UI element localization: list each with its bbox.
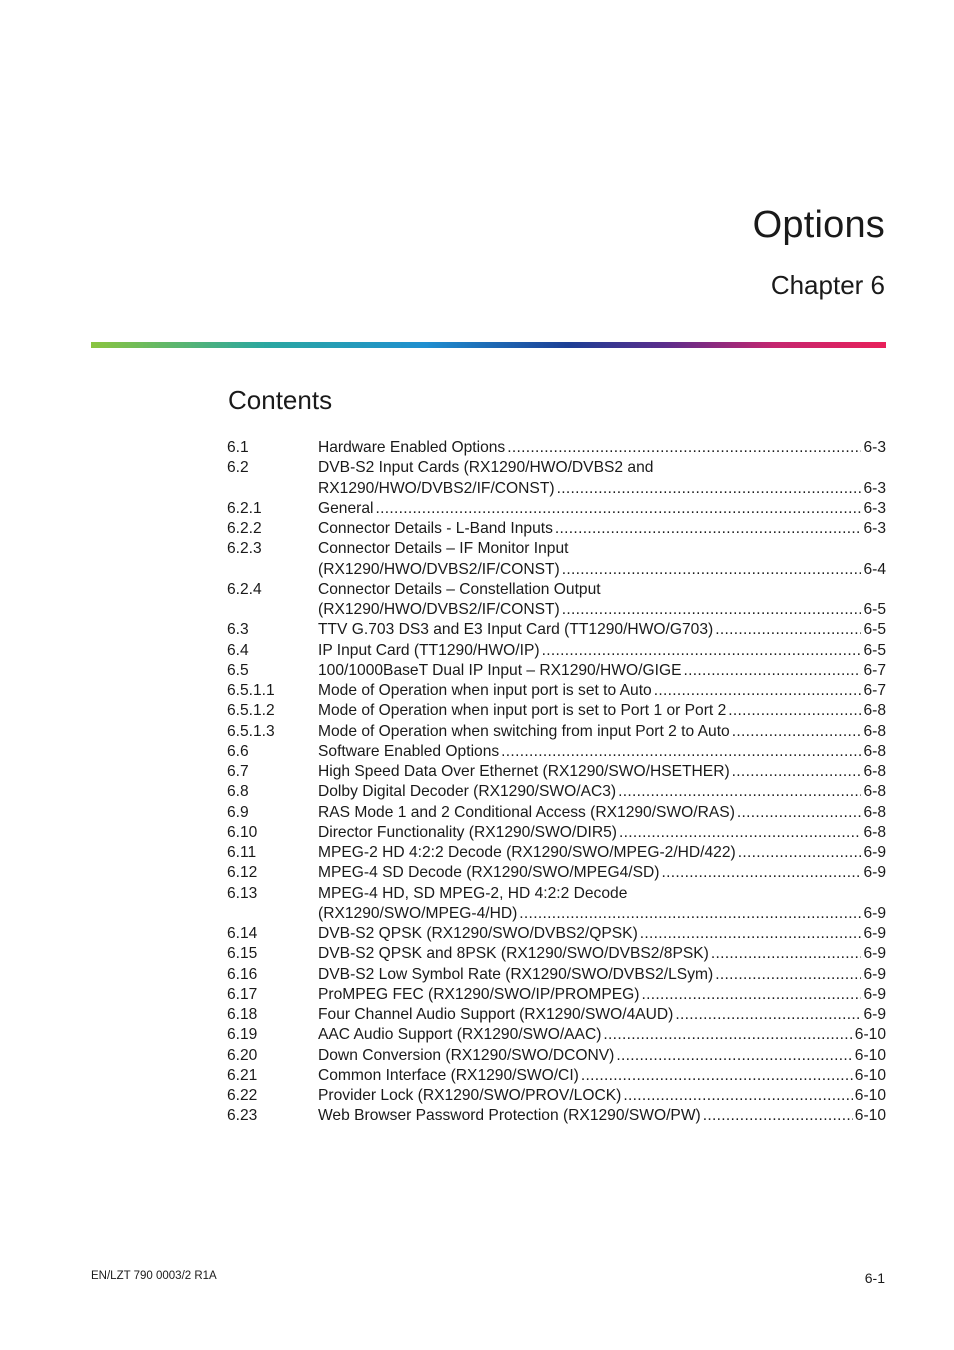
toc-section-title: Mode of Operation when input port is set to Auto (318, 682, 652, 699)
toc-entry[interactable] (227, 1005, 886, 1025)
toc-entry-line (227, 985, 886, 1005)
toc-entry-line (227, 944, 886, 964)
toc-section-number: 6.4 (227, 641, 249, 659)
toc-entry-line (227, 1066, 886, 1086)
toc-page-number: 6-10 (854, 1107, 886, 1125)
color-gradient-divider (91, 342, 886, 348)
toc-page-number: 6-8 (863, 823, 886, 841)
toc-page-number: 6-8 (863, 722, 886, 740)
toc-entry[interactable] (227, 539, 886, 580)
toc-section-number: 6.5.1.3 (227, 722, 275, 740)
toc-entry[interactable] (227, 803, 886, 823)
toc-entry-line (227, 1086, 886, 1106)
toc-entry[interactable] (227, 782, 886, 802)
contents-heading: Contents (228, 385, 333, 415)
toc-dot-leader (618, 782, 861, 802)
toc-entry-line (227, 904, 886, 924)
toc-entry[interactable] (227, 863, 886, 883)
toc-dot-leader (683, 661, 861, 681)
toc-section-title: Dolby Digital Decoder (RX1290/SWO/AC3) (318, 783, 617, 801)
toc-page-number: 6-5 (863, 601, 886, 618)
toc-dot-leader (703, 1106, 853, 1126)
toc-entry-first-line (227, 884, 886, 904)
toc-entry-line (227, 742, 886, 762)
toc-page-number: 6-9 (863, 844, 886, 861)
toc-section-title-line1: Connector Details – Constellation Output (318, 580, 601, 598)
toc-section-title: AAC Audio Support (RX1290/SWO/AAC) (318, 1026, 602, 1044)
toc-entry-line (227, 782, 886, 802)
toc-section-title: DVB-S2 Low Symbol Rate (RX1290/SWO/DVBS2/LSym) (318, 965, 714, 983)
toc-section-title: MPEG-4 SD Decode (RX1290/SWO/MPEG4/SD) (318, 864, 660, 882)
chapter-title: Options (752, 204, 885, 246)
toc-entry-line (227, 560, 886, 580)
toc-section-number: 6.2.4 (227, 580, 262, 598)
toc-page-number: 6-9 (863, 985, 886, 1003)
toc-section-title: ProMPEG FEC (RX1290/SWO/IP/PROMPEG) (318, 985, 640, 1003)
toc-section-number: 6.20 (227, 1046, 258, 1064)
toc-entry-line (227, 1046, 886, 1066)
toc-entry-line (227, 965, 886, 985)
toc-page-number: 6-8 (863, 763, 886, 780)
toc-section-title-line1: DVB-S2 Input Cards (RX1290/HWO/DVBS2 and (318, 459, 654, 477)
table-of-contents (227, 438, 886, 1127)
toc-entry[interactable] (227, 681, 886, 701)
toc-page-number: 6-9 (863, 925, 886, 942)
toc-section-number: 6.3 (227, 621, 249, 639)
toc-entry-line (227, 722, 886, 742)
toc-dot-leader (519, 904, 861, 924)
toc-page-number: 6-8 (863, 803, 886, 821)
toc-entry[interactable] (227, 641, 886, 661)
toc-section-number: 6.23 (227, 1107, 258, 1125)
toc-section-number: 6.1 (227, 439, 249, 456)
toc-section-title: (RX1290/HWO/DVBS2/IF/CONST) (318, 560, 560, 578)
toc-section-number: 6.2.3 (227, 540, 262, 558)
toc-dot-leader (619, 823, 861, 843)
toc-page-number: 6-10 (854, 1026, 886, 1044)
toc-entry[interactable] (227, 1025, 886, 1045)
toc-entry-line (227, 843, 886, 863)
toc-entry[interactable] (227, 701, 886, 721)
toc-entry[interactable] (227, 742, 886, 762)
toc-dot-leader (737, 803, 862, 823)
toc-dot-leader (562, 560, 862, 580)
toc-section-title: Common Interface (RX1290/SWO/CI) (318, 1066, 579, 1084)
toc-page-number: 6-3 (863, 479, 886, 497)
toc-entry-first-line (227, 539, 886, 559)
toc-entry[interactable] (227, 1086, 886, 1106)
toc-dot-leader (616, 1046, 852, 1066)
toc-entry-line (227, 641, 886, 661)
toc-section-title: Director Functionality (RX1290/SWO/DIR5) (318, 823, 617, 841)
toc-section-number: 6.21 (227, 1066, 258, 1084)
toc-entry[interactable] (227, 722, 886, 742)
toc-dot-leader (715, 965, 861, 985)
toc-section-number: 6.12 (227, 864, 258, 882)
toc-section-title: Connector Details - L-Band Inputs (318, 520, 553, 537)
toc-page-number: 6-3 (863, 520, 886, 537)
toc-entry[interactable] (227, 843, 886, 863)
toc-section-title: High Speed Data Over Ethernet (RX1290/SWO/HSETHER) (318, 763, 730, 780)
toc-section-title: Hardware Enabled Options (318, 439, 506, 456)
toc-dot-leader (501, 742, 861, 762)
toc-entry-line (227, 823, 886, 843)
toc-section-title: (RX1290/HWO/DVBS2/IF/CONST) (318, 601, 560, 618)
toc-dot-leader (654, 681, 862, 701)
toc-entry-first-line (227, 458, 886, 478)
toc-entry-line (227, 924, 886, 944)
chapter-number: Chapter 6 (770, 270, 885, 300)
toc-entry-line (227, 499, 886, 519)
toc-section-title: Mode of Operation when switching from input Port 2 to Auto (318, 722, 730, 740)
toc-section-title: DVB-S2 QPSK (RX1290/SWO/DVBS2/QPSK) (318, 925, 638, 942)
toc-section-number: 6.6 (227, 742, 249, 760)
toc-section-title: Software Enabled Options (318, 742, 500, 760)
toc-section-title: RAS Mode 1 and 2 Conditional Access (RX1290/SWO/RAS) (318, 803, 735, 821)
toc-entry-line (227, 863, 886, 883)
page-number: 6-1 (864, 1270, 885, 1286)
toc-dot-leader (732, 762, 862, 782)
toc-entry-line (227, 1005, 886, 1025)
toc-section-number: 6.22 (227, 1087, 258, 1104)
toc-entry-line (227, 762, 886, 782)
toc-page-number: 6-8 (863, 702, 886, 720)
toc-section-number: 6.14 (227, 925, 258, 942)
toc-page-number: 6-4 (863, 560, 886, 578)
toc-dot-leader (675, 1005, 861, 1025)
toc-dot-leader (542, 641, 862, 661)
toc-dot-leader (711, 944, 862, 964)
toc-dot-leader (738, 843, 862, 863)
toc-section-title: Provider Lock (RX1290/SWO/PROV/LOCK) (318, 1087, 622, 1104)
toc-entry[interactable] (227, 762, 886, 782)
toc-dot-leader (562, 600, 862, 620)
toc-page-number: 6-10 (854, 1087, 886, 1104)
toc-page-number: 6-9 (863, 904, 886, 922)
toc-section-number: 6.5.1.1 (227, 682, 275, 699)
toc-dot-leader (375, 499, 861, 519)
toc-section-title: IP Input Card (TT1290/HWO/IP) (318, 641, 540, 659)
toc-entry-line (227, 803, 886, 823)
toc-section-number: 6.10 (227, 823, 258, 841)
toc-page-number: 6-9 (863, 965, 886, 983)
toc-page-number: 6-7 (863, 661, 886, 679)
toc-section-number: 6.16 (227, 965, 258, 983)
toc-section-number: 6.5 (227, 661, 249, 679)
toc-section-title: Down Conversion (RX1290/SWO/DCONV) (318, 1046, 615, 1064)
toc-section-number: 6.19 (227, 1026, 258, 1044)
toc-page-number: 6-3 (863, 439, 886, 456)
toc-page-number: 6-3 (863, 499, 886, 517)
toc-section-title: TTV G.703 DS3 and E3 Input Card (TT1290/HWO/G703) (318, 621, 714, 639)
toc-page-number: 6-7 (863, 682, 886, 699)
toc-entry-line (227, 1106, 886, 1126)
toc-entry[interactable] (227, 965, 886, 985)
toc-section-title: (RX1290/SWO/MPEG-4/HD) (318, 904, 518, 922)
toc-section-number: 6.2.2 (227, 520, 262, 537)
toc-entry[interactable] (227, 661, 886, 681)
toc-entry-line (227, 1025, 886, 1045)
toc-dot-leader (641, 985, 861, 1005)
toc-section-title: RX1290/HWO/DVBS2/IF/CONST) (318, 479, 555, 497)
toc-section-number: 6.13 (227, 884, 258, 902)
toc-page-number: 6-9 (863, 1006, 886, 1023)
toc-section-number: 6.9 (227, 803, 249, 821)
toc-section-number: 6.8 (227, 783, 249, 801)
toc-entry-line (227, 600, 886, 620)
toc-entry-line (227, 661, 886, 681)
toc-entry[interactable] (227, 438, 886, 458)
toc-section-number: 6.7 (227, 763, 249, 780)
document-reference: EN/LZT 790 0003/2 R1A (91, 1270, 217, 1282)
toc-entry[interactable] (227, 823, 886, 843)
toc-entry[interactable] (227, 985, 886, 1005)
toc-dot-leader (623, 1086, 852, 1106)
toc-section-title-line1: MPEG-4 HD, SD MPEG-2, HD 4:2:2 Decode (318, 884, 628, 902)
toc-entry[interactable] (227, 1106, 886, 1126)
toc-section-number: 6.15 (227, 945, 258, 963)
toc-section-title: MPEG-2 HD 4:2:2 Decode (RX1290/SWO/MPEG-2/HD/422) (318, 844, 736, 861)
toc-section-title: General (318, 499, 374, 517)
toc-page-number: 6-5 (863, 641, 886, 659)
toc-dot-leader (728, 701, 861, 721)
toc-dot-leader (557, 479, 862, 499)
toc-dot-leader (581, 1066, 853, 1086)
toc-entry[interactable] (227, 924, 886, 944)
toc-entry[interactable] (227, 580, 886, 621)
toc-section-number: 6.2 (227, 459, 249, 477)
toc-section-number: 6.17 (227, 985, 258, 1003)
toc-dot-leader (661, 863, 861, 883)
toc-dot-leader (732, 722, 862, 742)
toc-entry[interactable] (227, 884, 886, 925)
toc-entry[interactable] (227, 944, 886, 964)
toc-entry-line (227, 438, 886, 458)
toc-entry-line (227, 479, 886, 499)
toc-entry[interactable] (227, 1066, 886, 1086)
toc-dot-leader (507, 438, 861, 458)
toc-section-number: 6.5.1.2 (227, 702, 275, 720)
toc-dot-leader (555, 519, 862, 539)
toc-entry[interactable] (227, 519, 886, 539)
toc-dot-leader (715, 620, 861, 640)
toc-page-number: 6-5 (863, 621, 886, 639)
toc-entry[interactable] (227, 458, 886, 499)
toc-entry[interactable] (227, 499, 886, 519)
toc-section-title: Web Browser Password Protection (RX1290/SWO/PW) (318, 1107, 701, 1125)
toc-section-title: Four Channel Audio Support (RX1290/SWO/4AUD) (318, 1006, 674, 1023)
toc-page-number: 6-9 (863, 945, 886, 963)
toc-section-title: Mode of Operation when input port is set to Port 1 or Port 2 (318, 702, 727, 720)
toc-section-title-line1: Connector Details – IF Monitor Input (318, 540, 569, 558)
toc-section-number: 6.11 (227, 844, 257, 861)
toc-page-number: 6-8 (863, 783, 886, 801)
toc-entry-line (227, 681, 886, 701)
toc-entry-line (227, 519, 886, 539)
toc-dot-leader (640, 924, 862, 944)
toc-entry-line (227, 701, 886, 721)
toc-entry-line (227, 620, 886, 640)
toc-page-number: 6-9 (863, 864, 886, 882)
toc-dot-leader (603, 1025, 852, 1045)
toc-section-number: 6.2.1 (227, 499, 262, 517)
toc-page-number: 6-10 (854, 1066, 886, 1084)
toc-section-title: 100/1000BaseT Dual IP Input – RX1290/HWO/GIGE (318, 661, 682, 679)
toc-entry-first-line (227, 580, 886, 600)
toc-section-title: DVB-S2 QPSK and 8PSK (RX1290/SWO/DVBS2/8PSK) (318, 945, 709, 963)
toc-page-number: 6-10 (854, 1046, 886, 1064)
toc-section-number: 6.18 (227, 1006, 258, 1023)
toc-entry[interactable] (227, 620, 886, 640)
toc-entry[interactable] (227, 1046, 886, 1066)
toc-page-number: 6-8 (863, 742, 886, 760)
